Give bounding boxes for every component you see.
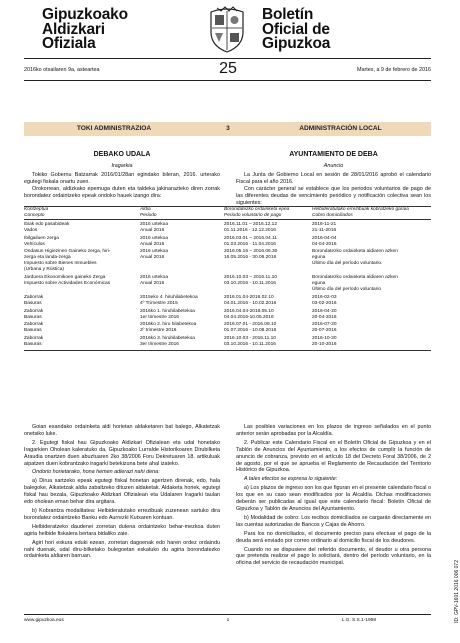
table-cell: 2015eko 4. hiruhilabetekoa 4º Trimestre 2015	[140, 294, 198, 306]
section-title-es: ADMINISTRACIÓN LOCAL	[299, 125, 382, 132]
table-cell: Jarduera Ekonomikoen gaineko Zerga Impuesto sobre Actividades Económicas	[24, 275, 111, 286]
table-header-period: Aldia Periodo	[140, 207, 157, 218]
table-cell: Zaborrak Basuras	[24, 336, 44, 348]
header-title-es	[262, 8, 330, 52]
body-es-p2: 2. Publicar este Calendario Fiscal en el Boletín Oficial de Gipuzkoa y en el Tablón de Anuncios del Ayuntamiento, a los efectos de cumplir la función de anuncio de cobranza, previsto en el artículo 18 del Decreto Foral 38/2006, de 2 de agosto, por el que se aprueba el Reglamento de Recaudación del Territorio Histórico de Gipuzkoa.	[236, 439, 431, 474]
table-cell: 2016.01.04-2016.02.10 04.01.2016 - 10.02.2016	[224, 294, 277, 306]
footer-rule	[24, 614, 431, 615]
table-cell: 2016-02-03 03-02-2016	[312, 294, 337, 306]
section-number: 3	[226, 125, 230, 132]
body-es-p4: a) Los plazos de ingreso son los que figuran en el presente calendario fiscal o los que en su caso sean modificados por la Alcaldía. Dichas modificaciones deberán ser publicadas al igual que este calendario fiscal: Boletín Oficial de Gipuzkoa y Tablón de Anuncios del Ayuntamiento.	[236, 485, 431, 512]
body-eu	[24, 424, 220, 560]
table-cell: 2016.10.03 - 2016.11.10 03.10.2016 - 10.11.2016	[224, 336, 276, 348]
entity-title-eu: DEBAKO UDALA	[93, 151, 151, 158]
body-eu-p3: Ondorio horietarako, hona hemen adierazi nahi dena:	[32, 469, 160, 476]
header-title-es-line2: Oficial de	[262, 20, 330, 38]
coat-of-arms-icon	[203, 6, 251, 54]
table-row	[24, 293, 431, 307]
body-es-p7: Cuando no se dispusiere del referido documento, el deudor u otra persona que pretenda realizar el pago lo solicitará, dentro del período voluntario, en la oficina del servicio de recaudación municipal.	[236, 546, 431, 567]
document-side-id: ID: GPV-1601 2016 006 072	[454, 560, 460, 623]
table-row	[24, 247, 431, 273]
table-row	[24, 320, 431, 334]
header-title-eu-line2: Aldizkari	[42, 20, 105, 38]
table-cell: 2016.04.04-2016.05.10 04.04.2016-10.05.2016	[224, 308, 274, 320]
table-cell: 2016-07-20 20-07-2016	[312, 322, 337, 334]
footer-page-number: 1	[226, 618, 230, 623]
body-eu-p1: Goian esandako ordainketa aldi horietan aldaketaren bat balego, Alkatetzak onetsiko luke.	[24, 424, 220, 437]
body-es-p1: Las posibles variaciones en los plazos de ingreso señalados en el punto anterior serán aprobadas por la Alcaldía.	[236, 424, 431, 437]
table-cell: 2016-11-21 21-11-2016	[312, 221, 337, 233]
table-cell: 2016ko 3. hiruhilabetekoa 3er trimestre 2016	[140, 336, 195, 348]
issue-number: 25	[219, 60, 237, 77]
body-eu-p2: 2. Egutegi fiskal hau Gipuzkoako Aldizkari Ofizialean eta udal honetako Iragarkien Oholean kaleratuko da, Gipuzkoako Lurralde Historikoaren Dirubilketa Araudia onartzen duen abuztuaren 2ko 38/2006 Foru Dekretuaren 18. artikuluak aipatzen duen kobrantzako iragarki betekizuna bete ahal izateko.	[24, 439, 220, 467]
header-title-eu-line3: Ofiziala	[42, 35, 96, 52]
body-es-p5: b) Modalidad de cobro: Los recibos domiciliados se cargarán directamente en las cuentas autorizadas de Bancos y Cajas de Ahorro.	[236, 514, 431, 528]
intro-p1-es: La Junta de Gobierno Local en sesión de 28/01/2016 aprobó el calendario Fiscal para el año 2016.	[236, 172, 431, 185]
table-cell: 2016 urtekoa Anual 2016	[140, 275, 169, 286]
table-cell: Zaborrak Basuras	[24, 294, 44, 306]
subheading-eu: Iragarkia	[111, 163, 133, 169]
table-cell: 2016.05.16 – 2016.06.30 16.05.2016 - 30.06.2016	[224, 249, 278, 261]
date-eu: 2016ko otsailaren 9a, asteartea	[24, 67, 100, 73]
footer-legal: L.G. S.S.1-1958	[341, 618, 376, 623]
table-cell: Borondatezko ordainketa aldiaren azken eguna Último día del período voluntario.	[312, 249, 398, 267]
table-cell: 2016 urtekoa Anual 2016	[140, 249, 169, 261]
table-cell: Ibiak edo pasabideak Vados	[24, 221, 70, 233]
entity-title-es: AYUNTAMIENTO DE DEBA	[289, 151, 378, 158]
subheading-es: Anuncio	[323, 163, 344, 169]
date-es: Martes, a 9 de febrero de 2016	[356, 67, 431, 73]
table-header-voluntary: Borondatezko ordainketa epea Periodo voluntario de pago	[224, 207, 290, 218]
table-row	[24, 234, 431, 248]
table-cell: 2016.07.01 - 2016.08.10 01.07.2016 - 10.08.2016	[224, 322, 277, 334]
table-cell: Zaborrak Basuras	[24, 308, 44, 320]
table-cell: 2016-10-20 20-10-2016	[312, 336, 337, 348]
header-title-es-line1: Boletín	[262, 6, 314, 23]
table-header-concept: Kontzeptua Concepto	[24, 207, 49, 218]
table-cell: 2016.10.03 – 2016.11.10 03.10.2016 - 10.11.2016	[224, 275, 277, 286]
table-cell: 2016 urtekoa Anual 2016	[140, 221, 169, 233]
footer-website-link[interactable]: www.gipuzkoa.eus	[24, 618, 64, 623]
table-cell: 2016ko 2. hiru hilabetekoa 2º trimestre 2016	[140, 322, 197, 334]
table-cell: 2016.11.01 – 2016.12.12 01.11.2016 - 12.12.2016	[224, 221, 277, 233]
table-cell: Ondasun Higiezinen Gaineko zerga, hiri- zerga eta landa-zerga Impuesto sobre Bienes Inmuebles (Urbana y Rústica)	[24, 249, 111, 273]
body-eu-p5: b) Kobrantza modalitatea: Helbideratutako errezibuak zuzenean sartuko dira borondatez ordaintzeko Banku edo Aurrezki Kutxaren kontuan.	[24, 507, 220, 521]
fiscal-calendar-table	[24, 206, 431, 351]
body-es-p3: A tales efectos se expresa lo siguiente:	[244, 476, 338, 483]
header-title-es-line3: Gipuzkoa	[262, 35, 331, 52]
table-cell: Ibilgailuen zerga Vehículos	[24, 235, 59, 247]
body-es	[236, 424, 431, 567]
header-rule-bottom	[24, 80, 431, 81]
section-title-eu: TOKI ADMINISTRAZIOA	[76, 125, 152, 132]
table-cell: 2016-04-20 20-04-2016	[312, 308, 337, 320]
body-eu-p6: Helbideratzeko daudenei zorretan dutena ordaintzeko behar-mezkoa duten agiria helbide fiskalera bertara bidaliko zaie.	[24, 523, 220, 537]
body-eu-p4: a) Dirua sartzeko epeak egutegi fiskal honetan agertzen direnak, edo, hala balegoke, Alkatetzak aldia zabaltzeko dituzen aldaketak. Aldaketa horiek, egutegi fiskal hau bezala, Gipuzkoako Aldizkari Ofizialean eta Udalaren Iragarki taulan edo oholean eman behar dira argitara.	[24, 478, 220, 506]
table-cell: 2016ko 1. hiruhilabetekoa 1er trimestre 2016	[140, 308, 195, 320]
header-title-eu	[42, 8, 128, 52]
table-cell: 2016 urtekoa Anual 2016	[140, 235, 169, 247]
table-cell: Zaborrak Basuras	[24, 322, 44, 334]
header-title-eu-line1: Gipuzkoako	[42, 6, 128, 23]
table-cell: 2016-04-04 04-04-2016	[312, 235, 337, 247]
table-header-domiciled: Helbideratutako errezibuak kobratzeko garaia Cobro domiciliados	[312, 207, 409, 218]
intro-p1-eu: Tokiko Gobernu Batzarrak 2016/01/28an egindako bileran, 2016. urterako egutegi fiskala onartu zuen.	[24, 172, 220, 185]
table-row	[24, 219, 431, 233]
body-es-p6: Para los no domiciliados, el documento preciso para efectuar el pago de la deuda será enviado por correo ordinario al domicilio fiscal de los deudores.	[236, 530, 431, 544]
table-row	[24, 334, 431, 350]
table-row	[24, 307, 431, 321]
table-row	[24, 273, 431, 293]
table-cell: 2016.03.01 – 2016.04.11 01.03.2016 - 11.04.2016	[224, 235, 277, 247]
intro-p2-es: Con carácter general se establece que los periodos voluntarios de pago de las diferentes deudas de vencimiento periódico y notificación colectiva sean los siguientes:	[236, 186, 431, 206]
table-header-row	[24, 207, 431, 220]
header-rule	[24, 58, 431, 59]
table-cell: Borondatezko ordainketa aldiaren azken eguna Último día del período voluntario	[312, 275, 398, 292]
body-eu-p7: Agiri hori eskura eduki ezean, zorretan dagoenak edo haren ordez ordaindu nahi duenak, udal diru-bilketako bulegoetan eskatuko du agiria borondatezko ordainketa aldiaren barruan.	[24, 539, 220, 560]
intro-p2-eu: Orokorrean, aldizkako epemuga duten eta taldeka jakinarazteko diren zorrak borondatez ordaintzeko epeak ondoko hauek izango dira:	[24, 186, 220, 199]
